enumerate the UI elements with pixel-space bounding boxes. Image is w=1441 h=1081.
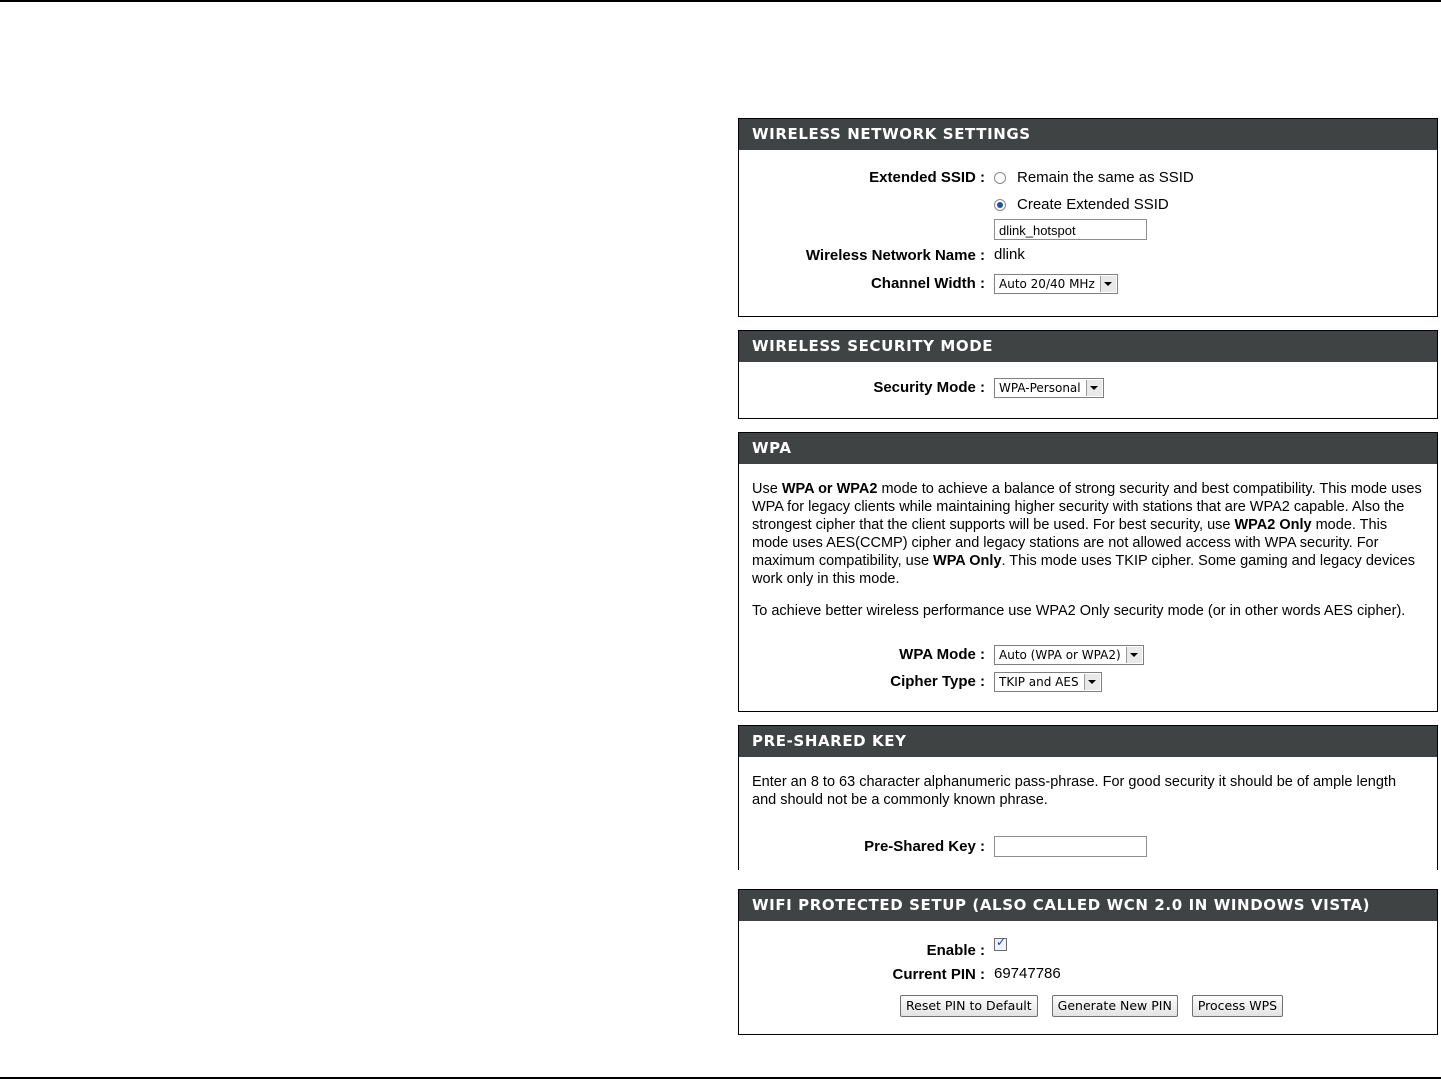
dropdown-arrow-icon[interactable] xyxy=(1086,380,1102,396)
psk-row xyxy=(739,835,1437,862)
dropdown-arrow-icon[interactable] xyxy=(1100,276,1116,292)
wpa-text-6: WPA Only xyxy=(933,553,1002,569)
wpa-description xyxy=(739,480,1437,588)
wps-enable-label: Enable : xyxy=(926,942,985,959)
wireless-security-mode-title: WIRELESS SECURITY MODE xyxy=(739,331,1437,362)
create-extended-row xyxy=(739,191,1437,218)
current-pin-label: Current PIN : xyxy=(892,966,985,983)
channel-width-label: Channel Width : xyxy=(870,275,985,292)
psk-input[interactable] xyxy=(994,836,1147,857)
bottom-rule xyxy=(0,1077,1441,1079)
wireless-security-mode-panel xyxy=(738,330,1438,419)
extended-ssid-input-row xyxy=(739,218,1437,245)
pre-shared-key-panel xyxy=(738,725,1438,870)
wpa-panel xyxy=(738,432,1438,712)
wireless-network-settings-title: WIRELESS NETWORK SETTINGS xyxy=(739,119,1437,150)
wps-enable-checkbox[interactable] xyxy=(994,935,1007,956)
wps-enable-row xyxy=(739,937,1437,964)
radio-unchecked-icon[interactable] xyxy=(994,172,1006,184)
wpa-title: WPA xyxy=(739,433,1437,464)
security-mode-label: Security Mode : xyxy=(873,379,985,396)
wpa-mode-row xyxy=(739,643,1437,670)
channel-width-row xyxy=(739,272,1437,299)
security-mode-row xyxy=(739,376,1437,403)
radio-checked-icon[interactable] xyxy=(994,199,1006,211)
cipher-type-value: TKIP and AES xyxy=(999,675,1079,689)
radio-remain-same-label: Remain the same as SSID xyxy=(1017,169,1194,186)
psk-label: Pre-Shared Key : xyxy=(864,838,985,855)
wps-buttons-row xyxy=(739,991,1437,1021)
wpa-text-5: mode. This mode uses AES(CCMP) cipher and legacy stations are not allowed access with WPA security. For maximum compatibility, use xyxy=(752,517,1388,569)
current-pin-value: 69747786 xyxy=(994,965,1061,982)
wpa-mode-value: Auto (WPA or WPA2) xyxy=(999,648,1121,662)
security-mode-value: WPA-Personal xyxy=(999,381,1081,395)
reset-pin-button[interactable]: Reset PIN to Default xyxy=(900,995,1038,1017)
cipher-type-row xyxy=(739,670,1437,697)
radio-create-extended-label: Create Extended SSID xyxy=(1017,196,1169,213)
channel-width-value: Auto 20/40 MHz xyxy=(999,277,1095,291)
dropdown-arrow-icon[interactable] xyxy=(1126,647,1142,663)
wps-title: WIFI PROTECTED SETUP (ALSO CALLED WCN 2.0 IN WINDOWS VISTA) xyxy=(739,890,1437,921)
extended-ssid-label: Extended SSID : xyxy=(869,169,985,186)
wpa-mode-label: WPA Mode : xyxy=(899,646,985,663)
extended-ssid-row xyxy=(739,164,1437,191)
pre-shared-key-title: PRE-SHARED KEY xyxy=(739,726,1437,757)
wpa-text-2: WPA or WPA2 xyxy=(781,481,878,497)
wpa-mode-select[interactable] xyxy=(994,645,1144,665)
current-pin-row xyxy=(739,964,1437,991)
generate-pin-button[interactable]: Generate New PIN xyxy=(1052,995,1178,1017)
wps-panel xyxy=(738,889,1438,1035)
wireless-network-settings-panel xyxy=(738,118,1438,317)
checkbox-checked-icon[interactable]: ✓ xyxy=(996,935,1007,949)
wpa-text-3: mode to achieve a balance of strong security and best compatibility. This mode uses WPA for legacy clients while maintaining higher security with stations that are WPA2 capable. Also the strongest cipher that the client supports will be used. For best security, use xyxy=(752,481,1422,533)
dropdown-arrow-icon[interactable] xyxy=(1084,674,1100,690)
channel-width-select[interactable] xyxy=(994,274,1118,294)
network-name-row xyxy=(739,245,1437,272)
cipher-type-select[interactable] xyxy=(994,672,1102,692)
radio-remain-same[interactable] xyxy=(994,169,1194,186)
extended-ssid-input[interactable]: dlink_hotspot xyxy=(994,219,1147,240)
network-name-value: dlink xyxy=(994,246,1025,263)
network-name-label: Wireless Network Name : xyxy=(805,247,985,264)
wpa-text-1: Use xyxy=(752,481,782,497)
wpa-performance-note: To achieve better wireless performance use WPA2 Only security mode (or in other words AES cipher). xyxy=(752,603,1406,619)
cipher-type-label: Cipher Type : xyxy=(890,673,985,690)
radio-create-extended[interactable] xyxy=(994,196,1169,213)
security-mode-select[interactable] xyxy=(994,378,1104,398)
psk-description: Enter an 8 to 63 character alphanumeric pass-phrase. For good security it should be of ample length and should not be a commonly known phrase. xyxy=(752,774,1397,808)
wpa-text-7: . This mode uses TKIP cipher. Some gaming and legacy devices work only in this mode. xyxy=(752,553,1415,587)
wpa-text-4: WPA2 Only xyxy=(1234,517,1312,533)
top-rule xyxy=(0,0,1441,2)
process-wps-button[interactable]: Process WPS xyxy=(1192,995,1283,1017)
